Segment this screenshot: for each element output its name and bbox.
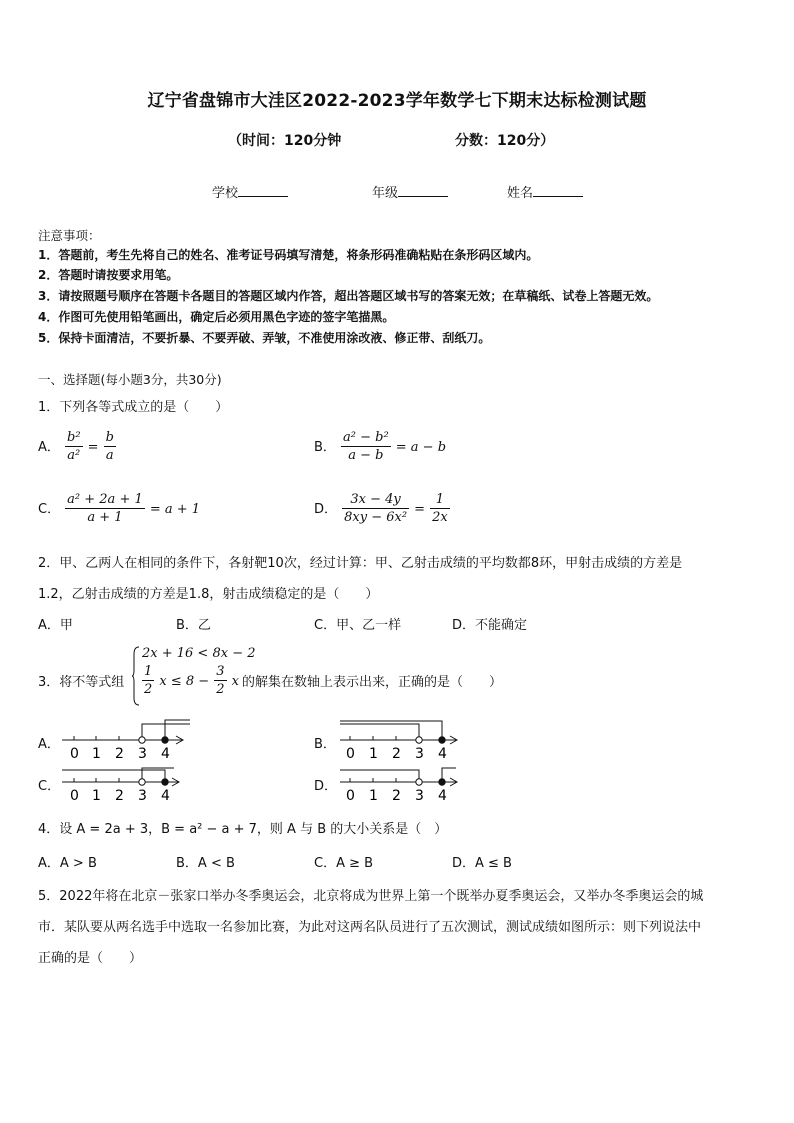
number-line-b bbox=[336, 716, 466, 762]
numerator: b² bbox=[67, 430, 81, 445]
open-point bbox=[416, 779, 422, 785]
number-line-c bbox=[58, 758, 188, 804]
grade-blank bbox=[398, 184, 448, 197]
denominator: a² bbox=[67, 448, 81, 463]
q3-option-c-label: C． bbox=[38, 779, 61, 794]
school-label: 学校 bbox=[212, 186, 239, 201]
tick-label: 3 bbox=[138, 746, 147, 762]
numerator: 1 bbox=[430, 492, 450, 509]
name-blank bbox=[533, 184, 583, 197]
q1-option-c bbox=[38, 492, 200, 525]
q1-option-a bbox=[38, 430, 116, 463]
denominator: 2 bbox=[144, 682, 153, 697]
fraction bbox=[430, 492, 450, 525]
option-label: D． bbox=[314, 502, 338, 517]
exam-time: （时间：120分钟 bbox=[228, 133, 342, 149]
fraction bbox=[341, 430, 391, 463]
numerator: 1 bbox=[144, 664, 153, 679]
question-2-stem-cont: 1.2，乙射击成绩的方差是1.8，射击成绩稳定的是（ ） bbox=[38, 587, 379, 602]
q4-option-c: C．A ≥ B bbox=[314, 856, 374, 871]
tick-label: 3 bbox=[415, 746, 424, 762]
ticks bbox=[74, 778, 165, 782]
solution-range bbox=[340, 770, 419, 782]
numerator: 3x − 4y bbox=[342, 492, 409, 509]
number-line-a bbox=[58, 716, 198, 762]
closed-point bbox=[162, 737, 168, 743]
inequality-1: 2x + 16 < 8x − 2 bbox=[142, 646, 256, 661]
left-brace-icon bbox=[132, 646, 140, 706]
closed-point bbox=[439, 779, 445, 785]
denominator: a + 1 bbox=[87, 510, 123, 525]
section-title: 一、选择题(每小题3分，共30分) bbox=[38, 372, 222, 387]
tick-label: 0 bbox=[346, 788, 355, 804]
open-point bbox=[416, 737, 422, 743]
closed-point bbox=[162, 779, 168, 785]
question-5-stem: 5．2022年将在北京－张家口举办冬季奥运会，北京将成为世界上第一个既举办夏季奥运会，又举办冬季奥运会的城 bbox=[38, 889, 704, 904]
numerator: b bbox=[105, 430, 114, 445]
solution-range bbox=[340, 724, 419, 740]
note-item: 1．答题前，考生先将自己的姓名、准考证号码填写清楚，将条形码准确粘贴在条形码区域内。 bbox=[38, 248, 539, 262]
exam-score: 分数：120分） bbox=[455, 133, 555, 149]
tick-label: 1 bbox=[369, 788, 378, 804]
fraction bbox=[65, 492, 145, 525]
question-5-stem-cont: 市．某队要从两名选手中选取一名参加比赛，为此对这两名队员进行了五次测试，测试成绩如图所示：则下列说法中 bbox=[38, 920, 702, 935]
q2-option-d: D．不能确定 bbox=[452, 618, 528, 633]
tick-label: 1 bbox=[92, 746, 101, 762]
name-label: 姓名 bbox=[507, 186, 534, 201]
tick-label: 0 bbox=[70, 746, 79, 762]
denominator: 2 bbox=[216, 682, 225, 697]
tick-label: 2 bbox=[392, 746, 401, 762]
question-3-stem-cont: 的解集在数轴上表示出来，正确的是（ ） bbox=[242, 675, 503, 690]
q1-option-b bbox=[314, 430, 446, 463]
tick-label: 4 bbox=[438, 746, 447, 762]
notes-title: 注意事项： bbox=[38, 228, 101, 243]
q4-option-a: A．A > B bbox=[38, 856, 97, 871]
ticks bbox=[74, 736, 165, 740]
inequality-2 bbox=[142, 664, 239, 697]
tick-label: 0 bbox=[70, 788, 79, 804]
fraction bbox=[65, 430, 83, 463]
page-title: 辽宁省盘锦市大洼区2022-2023学年数学七下期末达标检测试题 bbox=[147, 91, 647, 111]
open-point bbox=[139, 779, 145, 785]
option-label: C． bbox=[38, 502, 61, 517]
ineq-end: x bbox=[231, 674, 239, 689]
tick-label: 4 bbox=[161, 746, 170, 762]
question-3-stem: 3．将不等式组 bbox=[38, 675, 125, 690]
ticks bbox=[350, 778, 442, 782]
note-item: 4．作图可先使用铅笔画出，确定后必须用黑色字迹的签字笔描黑。 bbox=[38, 310, 395, 324]
school-blank bbox=[238, 184, 288, 197]
tick-label: 1 bbox=[92, 788, 101, 804]
q2-option-c: C．甲、乙一样 bbox=[314, 618, 402, 633]
tick-label: 2 bbox=[115, 746, 124, 762]
note-item: 3．请按照题号顺序在答题卡各题目的答题区域内作答，超出答题区域书写的答案无效；在草稿纸、试卷上答题无效。 bbox=[38, 289, 659, 303]
option-label: A． bbox=[38, 440, 60, 455]
grade-field bbox=[372, 182, 448, 201]
note-item: 5．保持卡面清洁，不要折暴、不要弄破、弄皱，不准使用涂改液、修正带、刮纸刀。 bbox=[38, 331, 491, 345]
denominator: a bbox=[105, 448, 114, 463]
tick-label: 3 bbox=[138, 788, 147, 804]
question-2-stem: 2．甲、乙两人在相同的条件下，各射靶10次，经过计算：甲、乙射击成绩的平均数都8环，甲射击成绩的方差是 bbox=[38, 556, 683, 571]
q2-option-a: A．甲 bbox=[38, 618, 73, 633]
tick-label: 0 bbox=[346, 746, 355, 762]
fraction bbox=[142, 664, 154, 697]
denominator: 8xy − 6x² bbox=[344, 510, 408, 525]
tick-label: 4 bbox=[161, 788, 170, 804]
school-field bbox=[212, 182, 288, 201]
tick-label: 3 bbox=[415, 788, 424, 804]
grade-label: 年级 bbox=[372, 186, 399, 201]
tick-label: 4 bbox=[438, 788, 447, 804]
q1-option-d bbox=[314, 492, 450, 525]
rhs-expression: = a + 1 bbox=[149, 502, 201, 517]
rhs-expression: = a − b bbox=[395, 440, 447, 455]
q2-option-b: B．乙 bbox=[176, 618, 211, 633]
numerator: a² − b² bbox=[343, 430, 389, 445]
denominator: a − b bbox=[348, 448, 384, 463]
tick-label: 2 bbox=[392, 788, 401, 804]
tick-label: 2 bbox=[115, 788, 124, 804]
equals-sign: = bbox=[414, 502, 426, 517]
question-1-stem: 1．下列各等式成立的是（ ） bbox=[38, 400, 229, 415]
numerator: 3 bbox=[216, 664, 225, 679]
fraction bbox=[342, 492, 409, 525]
note-item: 2．答题时请按要求用笔。 bbox=[38, 268, 179, 282]
denominator: 2x bbox=[432, 510, 448, 525]
question-5-stem-cont: 正确的是（ ） bbox=[38, 951, 143, 966]
q3-option-d-label: D． bbox=[314, 779, 338, 794]
numerator: a² + 2a + 1 bbox=[67, 492, 143, 507]
option-label: B． bbox=[314, 440, 336, 455]
fraction bbox=[214, 664, 226, 697]
open-point bbox=[139, 737, 145, 743]
q3-option-a-label: A． bbox=[38, 737, 60, 752]
question-4-stem: 4．设 A = 2a + 3，B = a² − a + 7，则 A 与 B 的大小关系是（ ） bbox=[38, 822, 448, 837]
ineq-middle: x ≤ 8 − bbox=[159, 674, 210, 689]
equals-sign: = bbox=[87, 440, 99, 455]
tick-label: 1 bbox=[369, 746, 378, 762]
name-field bbox=[507, 182, 583, 201]
fraction bbox=[104, 430, 116, 463]
solution-range bbox=[62, 770, 165, 782]
q4-option-b: B．A < B bbox=[176, 856, 235, 871]
q4-option-d: D．A ≤ B bbox=[452, 856, 512, 871]
q3-option-b-label: B． bbox=[314, 737, 336, 752]
closed-point bbox=[439, 737, 445, 743]
ticks bbox=[350, 736, 442, 740]
number-line-d bbox=[336, 758, 466, 804]
